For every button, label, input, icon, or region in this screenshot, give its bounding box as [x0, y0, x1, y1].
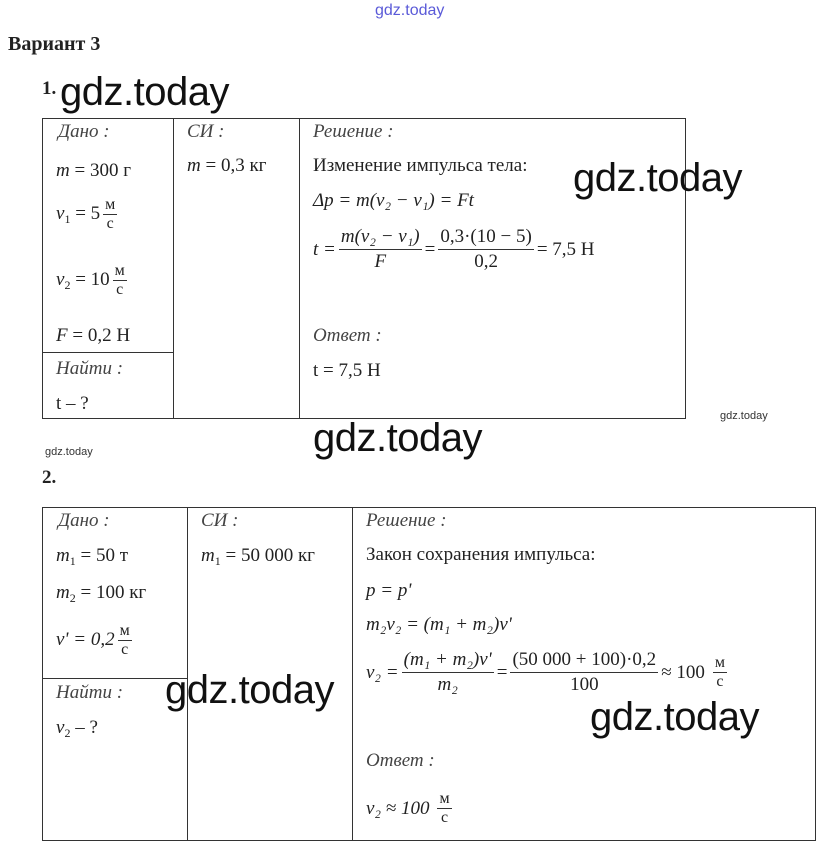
equation: Δp = m(v₂ − v₁) = Ft — [313, 190, 474, 211]
divider — [299, 118, 300, 418]
divider — [173, 118, 174, 418]
find-label: Найти : — [56, 682, 124, 703]
watermark: gdz.today — [60, 70, 229, 114]
answer-value: t = 7,5 Н — [313, 360, 381, 381]
watermark: gdz.today — [573, 156, 742, 200]
si-label: СИ : — [187, 121, 225, 142]
given-m2: $m_2 = 100$ кг — [56, 582, 147, 605]
solution-label: Решение : — [313, 121, 394, 142]
watermark: gdz.today — [165, 668, 334, 712]
given-F: F = 0,2 Н — [56, 325, 131, 346]
watermark: gdz.today — [313, 416, 482, 460]
formula-v2: v₂ = $\frac{\text{(m₁ + m₂)v'}}{\text{m₂}}$ = $\frac{(50 000 + 100)\cdot 0,2}{100}$ ≈ 100 м с — [366, 649, 725, 695]
formula-t: t = $\frac{\text{m(v₂ − v₁)}}{F}$ = $\frac{0,3\cdot(10 - 5)}{0,2}$ = 7,5 Н — [313, 226, 595, 272]
answer-value: v₂ ≈ 100 м с — [366, 790, 450, 826]
problem-2-number: 2. — [42, 467, 57, 488]
divider — [352, 507, 353, 840]
find-value: t – ? — [56, 393, 89, 414]
answer-label: Ответ : — [366, 750, 435, 771]
watermark-small: gdz.today — [720, 410, 768, 422]
given-v2: $v_2 = 10$ м с — [56, 262, 125, 298]
si-value: $m_1 = 50$ 000 кг — [201, 545, 315, 568]
solution-text: Изменение импульса тела: — [313, 155, 528, 176]
given-m1: $m_1 = 50$ т — [56, 545, 129, 568]
si-label: СИ : — [201, 510, 239, 531]
divider — [42, 352, 173, 353]
problem-1-number: 1. — [42, 78, 57, 99]
watermark-top: gdz.today — [375, 2, 445, 19]
solution-label: Решение : — [366, 510, 447, 531]
equation: m₂v₂ = (m₁ + m₂)v' — [366, 614, 512, 635]
given-label: Дано : — [58, 121, 110, 142]
solution-text: Закон сохранения импульса: — [366, 544, 596, 565]
given-m: m = 300 г — [56, 160, 131, 181]
find-label: Найти : — [56, 358, 124, 379]
si-value: m = 0,3 кг — [187, 155, 267, 176]
equation: p = p' — [366, 580, 412, 601]
given-v-prime: v' = 0,2 м с — [56, 622, 130, 658]
find-value: $v_2$ – ? — [56, 717, 98, 740]
given-label: Дано : — [58, 510, 110, 531]
given-v1: $v_1 = 5$ м с — [56, 196, 116, 232]
answer-label: Ответ : — [313, 325, 382, 346]
variant-title: Вариант 3 — [8, 33, 101, 55]
watermark-small: gdz.today — [45, 446, 93, 458]
watermark: gdz.today — [590, 695, 759, 739]
